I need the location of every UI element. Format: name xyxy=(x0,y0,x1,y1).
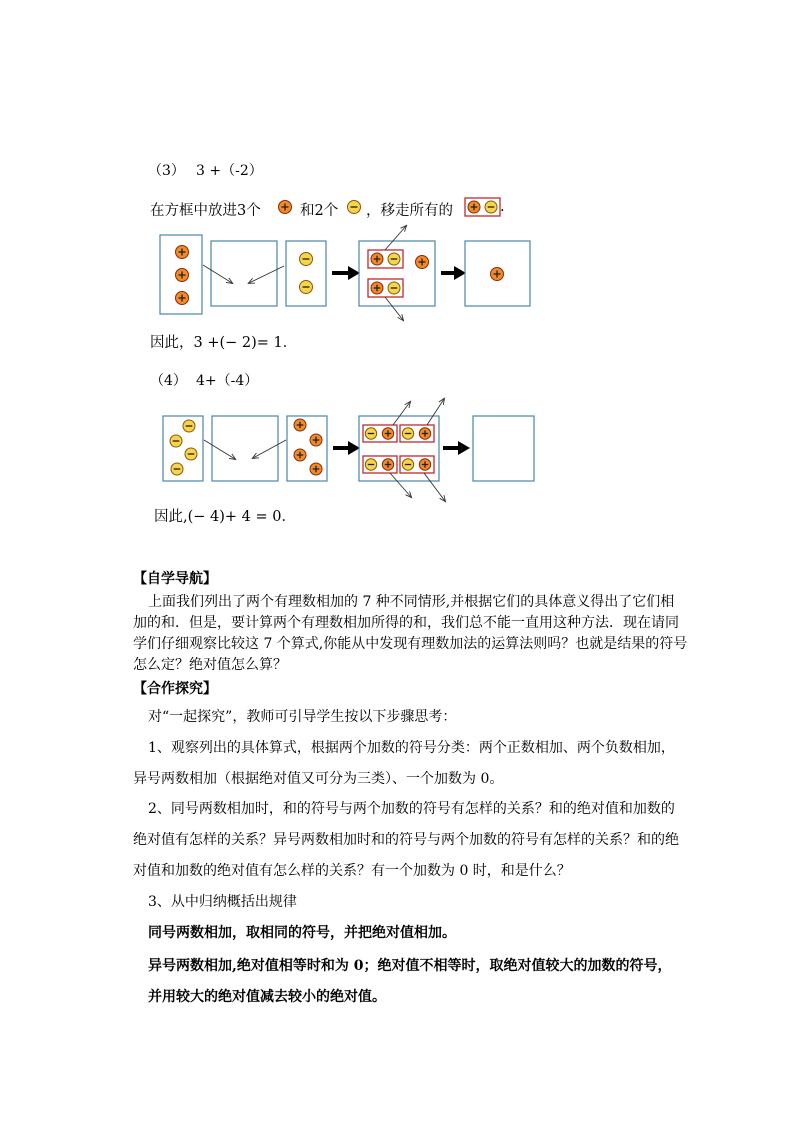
ex4-arrow-remove-up2 xyxy=(427,399,444,425)
minus-chip-icon xyxy=(348,201,361,214)
plus-chip-icon xyxy=(416,256,429,269)
minus-chip-icon xyxy=(300,253,313,266)
instruction-count-plus: 3 xyxy=(237,203,247,219)
ex4-arrow-in-left xyxy=(204,440,235,459)
ex3-arrow-in-left xyxy=(203,265,232,283)
plus-chip-icon xyxy=(310,463,322,475)
plus-minus-pair-icon xyxy=(400,456,434,473)
ex4-arrow-remove-down1 xyxy=(390,473,411,497)
rule2-line-2: 并用较大的绝对值减去较小的绝对值。 xyxy=(148,989,386,1005)
thick-right-arrow-icon xyxy=(333,441,360,455)
example4-label: （4） xyxy=(150,373,187,389)
thick-right-arrow-icon xyxy=(443,441,470,455)
example3-expression: 3 +（-2） xyxy=(196,163,263,179)
ex3-box-empty xyxy=(211,241,277,306)
thick-right-arrow-icon xyxy=(441,266,466,280)
plus-chip-icon xyxy=(279,201,292,214)
instruction-unit2: 个 xyxy=(323,203,339,219)
example4-expression: 4+（-4） xyxy=(196,373,259,389)
ex4-arrow-in-right xyxy=(253,440,286,458)
instruction-unit1: 个 xyxy=(246,203,261,219)
ex3-box-combined xyxy=(359,241,435,306)
plus-chip-icon xyxy=(294,419,306,431)
minus-chip-icon xyxy=(300,281,313,294)
instruction-prefix: 在方框中放进 xyxy=(150,203,237,219)
thick-right-arrow-icon xyxy=(332,266,360,280)
self-study-line-1: 上面我们列出了两个有理数相加的 7 种不同情形,并根据它们的具体意义得出了它们相 xyxy=(148,594,675,610)
minus-chip-icon xyxy=(183,420,195,432)
instruction-count-minus: 2 xyxy=(314,203,324,219)
ex3-arrow-remove-up xyxy=(385,226,406,250)
plus-minus-pair-icon xyxy=(400,425,434,442)
ex4-box-empty xyxy=(212,416,278,481)
minus-chip-icon xyxy=(185,448,197,460)
ex4-box-result xyxy=(473,416,534,481)
instruction-suffix: ，移走所有的 xyxy=(366,203,453,219)
plus-chip-icon xyxy=(491,268,504,281)
plus-chip-icon xyxy=(176,269,189,282)
step2-line-3: 对值和加数的绝对值有怎么样的关系？有一个加数为 0 时，和是什么？ xyxy=(133,863,571,879)
self-study-line-3: 学们仔细观察比较这 7 个算式,你能从中发现有理数加法的运算法则吗？也就是结果的符号 xyxy=(133,636,688,652)
plus-chip-icon xyxy=(294,449,306,461)
plus-minus-pair-icon xyxy=(363,425,397,442)
step1-line-2: 异号两数相加（根据绝对值又可分为三类）、一个加数为 0。 xyxy=(133,771,504,787)
plus-minus-pair-icon xyxy=(368,279,403,297)
step2-line-1: 2、同号两数相加时，和的符号与两个加数的符号有怎样的关系？和的绝对值和加数的 xyxy=(148,801,675,817)
self-study-heading: 【自学导航】 xyxy=(133,571,217,587)
step1-line-1: 1、观察列出的具体算式，根据两个加数的符号分类：两个正数相加、两个负数相加， xyxy=(148,740,675,756)
ex4-arrow-remove-up1 xyxy=(393,402,410,425)
plus-chip-icon xyxy=(176,292,189,305)
minus-chip-icon xyxy=(171,463,183,475)
plus-minus-pair-icon xyxy=(363,456,397,473)
self-study-line-2: 加的和．但是，要计算两个有理数相加所得的和，我们总不能一直用这种方法．现在请同 xyxy=(133,615,679,631)
cooperate-heading: 【合作探究】 xyxy=(133,681,217,697)
step2-line-2: 绝对值有怎样的关系？异号两数相加时和的符号与两个加数的符号有怎样的关系？和的绝 xyxy=(133,832,679,848)
ex3-box-minus xyxy=(286,241,326,306)
step3: 3、从中归纳概括出规律 xyxy=(148,894,297,910)
example4-conclusion: 因此,(− 4)+ 4 = 0． xyxy=(154,509,296,525)
instruction-conj: 和 xyxy=(300,203,315,219)
example3-label: （3） xyxy=(148,163,185,179)
rule2-line-1: 异号两数相加,绝对值相等时和为 0；绝对值不相等时，取绝对值较大的加数的符号， xyxy=(148,958,672,974)
ex3-arrow-in-right xyxy=(249,266,284,283)
ex3-arrow-remove-down xyxy=(385,297,403,320)
ex4-arrow-remove-down2 xyxy=(424,473,445,501)
plus-chip-icon xyxy=(310,434,322,446)
plus-minus-pair-icon xyxy=(465,198,500,216)
minus-chip-icon xyxy=(170,435,182,447)
plus-minus-pair-icon xyxy=(368,250,403,268)
self-study-line-4: 怎么定？绝对值怎么算？ xyxy=(133,657,287,673)
plus-chip-icon xyxy=(176,246,189,259)
rule1: 同号两数相加，取相同的符号，并把绝对值相加。 xyxy=(148,925,456,941)
example3-conclusion: 因此，3 +(− 2)= 1． xyxy=(150,335,298,351)
cooperate-intro: 对“一起探究”，教师可引导学生按以下步骤思考： xyxy=(148,709,457,725)
ex4-box-combined xyxy=(359,416,439,481)
instruction-period: . xyxy=(500,199,505,215)
